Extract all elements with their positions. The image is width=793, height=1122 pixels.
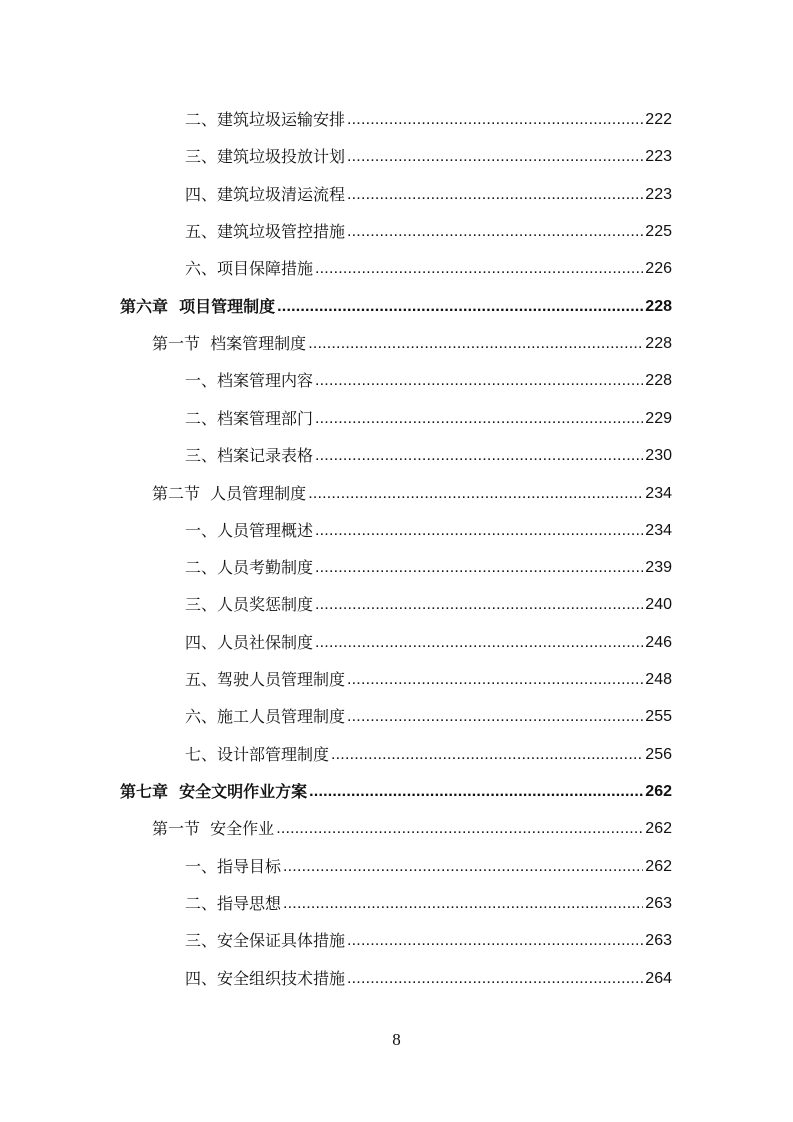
dot-leader — [308, 481, 643, 507]
dot-leader — [277, 294, 643, 320]
toc-entry[interactable] — [0, 555, 672, 581]
toc-entry-page: 248 — [645, 671, 672, 688]
toc-entry-title: 六、项目保障措施 — [185, 259, 314, 278]
toc-entry-page: 256 — [645, 746, 672, 763]
toc-entry-page: 229 — [645, 410, 672, 427]
toc-entry-page: 263 — [645, 932, 672, 949]
toc-entry-title: 第七章 安全文明作业方案 — [120, 782, 308, 801]
toc-entry-title: 四、建筑垃圾清运流程 — [185, 185, 346, 204]
toc-entry[interactable] — [0, 667, 672, 693]
toc-entry-title: 第六章 项目管理制度 — [120, 297, 276, 316]
toc-entry-title: 二、建筑垃圾运输安排 — [185, 110, 346, 129]
toc-section-entry[interactable] — [0, 481, 672, 507]
toc-entry-title: 一、指导目标 — [185, 857, 282, 876]
toc-entry[interactable] — [0, 406, 672, 432]
dot-leader — [315, 630, 643, 656]
dot-leader — [347, 219, 643, 245]
toc-entry-page: 230 — [645, 447, 672, 464]
toc-entry[interactable] — [0, 891, 672, 917]
dot-leader — [347, 107, 643, 133]
toc-entry-page: 264 — [645, 970, 672, 987]
toc-entry-page: 262 — [645, 858, 672, 875]
toc-chapter-entry[interactable] — [0, 779, 672, 805]
toc-section-entry[interactable] — [0, 816, 672, 842]
toc-entry[interactable] — [0, 368, 672, 394]
toc-entry-title: 四、人员社保制度 — [185, 633, 314, 652]
toc-entry[interactable] — [0, 704, 672, 730]
toc-entry-title: 六、施工人员管理制度 — [185, 707, 346, 726]
toc-entry-title: 第一节 安全作业 — [152, 819, 275, 838]
toc-entry-page: 262 — [645, 820, 672, 837]
toc-entry[interactable] — [0, 219, 672, 245]
toc-entry-page: 228 — [645, 335, 672, 352]
toc-entry-page: 228 — [645, 372, 672, 389]
toc-entry-page: 222 — [645, 111, 672, 128]
toc-entry-title: 七、设计部管理制度 — [185, 745, 330, 764]
toc-entry-page: 246 — [645, 634, 672, 651]
toc-entry-title: 四、安全组织技术措施 — [185, 969, 346, 988]
dot-leader — [283, 854, 643, 880]
toc-entry-page: 239 — [645, 559, 672, 576]
toc-entry[interactable] — [0, 518, 672, 544]
toc-entry-page: 223 — [645, 148, 672, 165]
toc-entry-title: 五、驾驶人员管理制度 — [185, 670, 346, 689]
toc-entry-title: 第一节 档案管理制度 — [152, 334, 307, 353]
dot-leader — [347, 144, 643, 170]
toc-entry[interactable] — [0, 966, 672, 992]
toc-entry-page: 263 — [645, 895, 672, 912]
toc-entry-page: 262 — [645, 783, 672, 800]
dot-leader — [315, 555, 643, 581]
toc-entry-title: 二、档案管理部门 — [185, 409, 314, 428]
toc-entry-page: 234 — [645, 485, 672, 502]
toc-entry[interactable] — [0, 742, 672, 768]
dot-leader — [308, 331, 643, 357]
dot-leader — [347, 928, 643, 954]
toc-entry-title: 一、人员管理概述 — [185, 521, 314, 540]
toc-entry-page: 225 — [645, 223, 672, 240]
toc-entry-page: 226 — [645, 260, 672, 277]
toc-chapter-entry[interactable] — [0, 294, 672, 320]
toc-entry-page: 234 — [645, 522, 672, 539]
dot-leader — [309, 779, 643, 805]
dot-leader — [347, 667, 643, 693]
toc-entry[interactable] — [0, 630, 672, 656]
dot-leader — [315, 592, 643, 618]
toc-entry-title: 二、指导思想 — [185, 894, 282, 913]
dot-leader — [315, 518, 643, 544]
dot-leader — [347, 966, 643, 992]
toc-entry[interactable] — [0, 443, 672, 469]
toc-entry[interactable] — [0, 107, 672, 133]
toc-entry-title: 一、档案管理内容 — [185, 371, 314, 390]
dot-leader — [315, 368, 643, 394]
dot-leader — [347, 704, 643, 730]
toc-entry[interactable] — [0, 592, 672, 618]
dot-leader — [347, 182, 643, 208]
toc-entry[interactable] — [0, 256, 672, 282]
toc-section-entry[interactable] — [0, 331, 672, 357]
toc-entry-page: 228 — [645, 298, 672, 315]
dot-leader — [276, 816, 643, 842]
toc-entry-title: 三、建筑垃圾投放计划 — [185, 147, 346, 166]
toc-entry-title: 五、建筑垃圾管控措施 — [185, 222, 346, 241]
toc-entry-title: 二、人员考勤制度 — [185, 558, 314, 577]
toc-entry[interactable] — [0, 144, 672, 170]
toc-entry-title: 三、安全保证具体措施 — [185, 931, 346, 950]
toc-entry-page: 240 — [645, 596, 672, 613]
toc-entry-title: 第二节 人员管理制度 — [152, 484, 307, 503]
dot-leader — [315, 443, 643, 469]
dot-leader — [315, 406, 643, 432]
dot-leader — [283, 891, 643, 917]
toc-entry[interactable] — [0, 854, 672, 880]
toc-entry[interactable] — [0, 182, 672, 208]
dot-leader — [315, 256, 643, 282]
toc-entry-title: 三、档案记录表格 — [185, 446, 314, 465]
toc-entry[interactable] — [0, 928, 672, 954]
toc-entry-page: 255 — [645, 708, 672, 725]
toc-entry-title: 三、人员奖惩制度 — [185, 595, 314, 614]
toc-entry-page: 223 — [645, 186, 672, 203]
page-number: 8 — [392, 1030, 401, 1049]
dot-leader — [331, 742, 643, 768]
